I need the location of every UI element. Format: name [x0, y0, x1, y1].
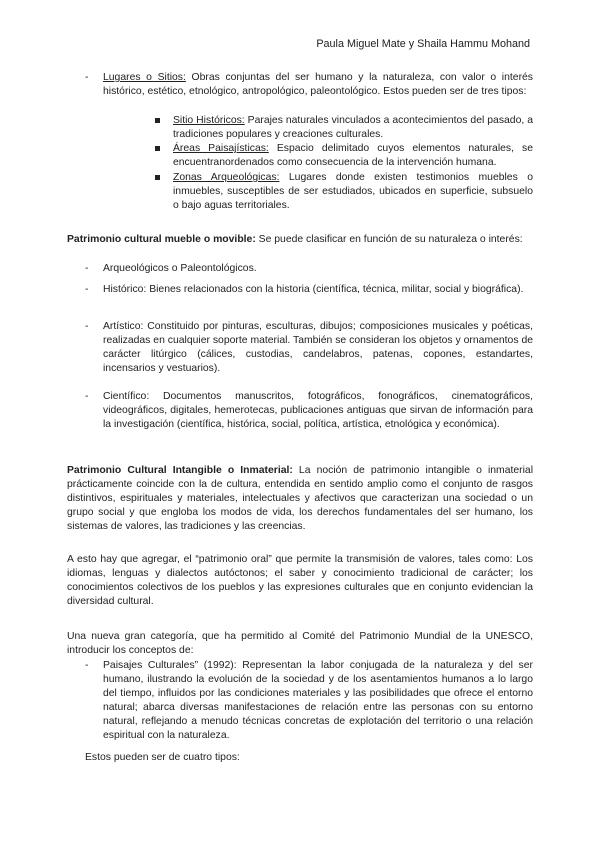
term-lugares: Lugares o Sitios: [103, 72, 186, 83]
page-header-authors: Paula Miguel Mate y Shaila Hammu Mohand [316, 38, 530, 50]
list-item-mueble-2 [85, 283, 533, 297]
mueble-item-text: Artístico: Constituido por pinturas, esculturas, dibujos; composiciones musicales y poéticas, realizadas en cualquier soporte material. También se consideran los objetos y ornamentos de carácter litúrgico (cálices, custodias, candelabros, patenas, copones, estandartes, incensarios y vestuarios). [103, 321, 533, 375]
list-item-lugares [85, 71, 533, 99]
term-sitio: Sitio Históricos: [173, 115, 245, 126]
paragraph-intangible [67, 464, 533, 534]
mueble-item-text: Histórico: Bienes relacionados con la historia (científica, técnica, militar, social y biográfica). [103, 284, 524, 295]
mueble-item-text: Científico: Documentos manuscritos, fotográficos, fonográficos, cinematográficos, videográficos, digitales, hemerotecas, publicaciones antiguas que sirvan de información para la investigación (científica, histórica, social, política, artística, etnológica y económica). [103, 391, 533, 431]
dash-bullet: - [85, 660, 89, 671]
subtype-item-zonas [155, 171, 533, 213]
text-mueble: Se puede clasificar en función de su naturaleza o interés: [255, 234, 523, 245]
text-intangible: La noción de patrimonio intangible o inmaterial prácticamente coincide con la de cultura, entendida en sentido amplio como el conjunto de rasgos distintivos, espirituales y materiales, intelectuales y afectivos que caracterizan una sociedad o un grupo social y que engloba los modos de vida, los derechos fundamentales del ser humano, los sistemas de valores, las tradiciones y las creencias. [67, 465, 534, 533]
text-zonas: Lugares donde existen testimonios muebles o inmuebles, susceptibles de ser estudiados, ubicados en superficie, subsuelo o bajo aguas territoriales. [173, 172, 533, 212]
dash-bullet: - [85, 391, 89, 402]
mueble-item-text: Arqueológicos o Paleontológicos. [103, 263, 257, 274]
list-item-mueble-1 [85, 262, 533, 276]
list-item-paisajes [85, 659, 533, 744]
subtype-item-sitio [155, 114, 533, 142]
text-lugares: Obras conjuntas del ser humano y la naturaleza, con valor o interés histórico, estético, etnológico, antropológico, paleontológico. Estos pueden ser de tres tipos: [103, 72, 533, 98]
dash-bullet: - [85, 72, 89, 83]
square-bullet-icon [155, 175, 160, 180]
term-intangible: Patrimonio Cultural Intangible o Inmaterial: [67, 465, 293, 476]
paisajes-text: Paisajes Culturales” (1992): Representan la labor conjugada de la naturaleza y del ser humano, ilustrando la evolución de la sociedad y de los asentamientos humanos a lo largo del tiempo, influidos por las condiciones materiales y las posibilidades que ofrece el entorno natural; abarca diversas manifestaciones de relación entre las personas con su entorno natural, reflejando a menudo técnicas concretas de explotación del territorio o una relación espiritual con la naturaleza. [103, 660, 533, 742]
dash-bullet: - [85, 284, 89, 295]
term-zonas: Zonas Arqueológicas: [173, 172, 280, 183]
list-item-mueble-4 [85, 390, 533, 432]
paragraph-unesco: Una nueva gran categoría, que ha permitido al Comité del Patrimonio Mundial de la UNESCO, introducir los conceptos de: [67, 631, 533, 657]
term-areas: Áreas Paisajísticas: [173, 143, 269, 154]
square-bullet-icon [155, 146, 160, 151]
subtype-item-areas [155, 142, 533, 170]
dash-bullet: - [85, 321, 89, 332]
paragraph-mueble [67, 233, 533, 247]
square-bullet-icon [155, 118, 160, 123]
text-areas: Espacio delimitado cuyos elementos naturales, se encuentranordenados como consecuencia de la intervención humana. [173, 143, 533, 169]
list-item-mueble-3 [85, 320, 533, 376]
dash-bullet: - [85, 263, 89, 274]
paragraph-closing: Estos pueden ser de cuatro tipos: [85, 752, 240, 763]
term-mueble: Patrimonio cultural mueble o movible: [67, 234, 256, 245]
text-sitio: Parajes naturales vinculados a acontecimientos del pasado, a tradiciones populares y creaciones culturales. [173, 115, 533, 141]
paragraph-oral: A esto hay que agregar, el “patrimonio oral” que permite la transmisión de valores, tales como: Los idiomas, lenguas y dialectos autóctonos; el saber y conocimiento tradicional de carácter; los conocimientos colectivos de los pueblos y las expresiones culturales que en conjunto evidencian la diversidad cultural. [67, 554, 533, 608]
